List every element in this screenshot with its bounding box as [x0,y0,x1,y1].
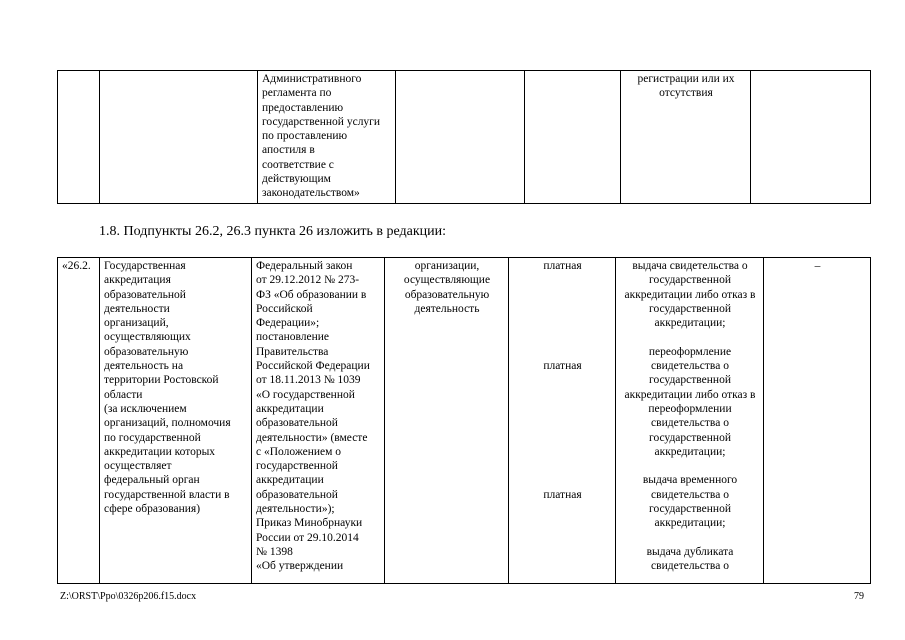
service-result: выдача свидетельства о государственной аккредитации либо отказ в государственной аккредитации; переоформление свидетельства о государственной аккредитации либо отказ в переоформлении свидетельства о государственной аккредитации; выдача временного свидетельства о государственной аккредитации; выдача дубликата свидетельства о [616,258,764,584]
page-number: 79 [854,591,864,602]
service-recipients: организации, осуществляющие образовательную деятельность [385,258,509,584]
table-cell-result: регистрации или их отсутствия [621,71,751,204]
footer-file-path: Z:\ORST\Ppo\0326p206.f15.docx [60,591,197,602]
top-table-fragment [57,70,871,204]
table-cell [100,71,258,204]
table-cell [525,71,621,204]
payment-type: платная платная платная [509,258,616,584]
table-cell-legal-basis: Административного регламента по предоставлению государственной услуги по проставлению апостиля в соответствие с действующим законодательством» [258,71,396,204]
last-column-dash: – [764,258,871,584]
table-cell [396,71,525,204]
table-row [58,71,871,204]
amendment-paragraph: 1.8. Подпункты 26.2, 26.3 пункта 26 изложить в редакции: [99,224,447,239]
item-number: «26.2. [58,258,100,584]
table-cell [751,71,871,204]
table-row [58,258,871,584]
legal-basis: Федеральный закон от 29.12.2012 № 273- ФЗ «Об образовании в Российской Федерации»; постановление Правительства Российской Федерации от 18.11.2013 № 1039 «О государственной аккредитации образовательной деятельности» (вместе с «Положением о государственной аккредитации образовательной деятельности»); Приказ Минобрнауки России от 29.10.2014 № 1398 «Об утверждении [252,258,385,584]
services-table [57,257,871,584]
service-name: Государственная аккредитация образовательной деятельности организаций, осуществляющих образовательную деятельность на территории Ростовской области (за исключением организаций, полномочия по государственной аккредитации которых осуществляет федеральный орган государственной власти в сфере образования) [100,258,252,584]
table-cell [58,71,100,204]
